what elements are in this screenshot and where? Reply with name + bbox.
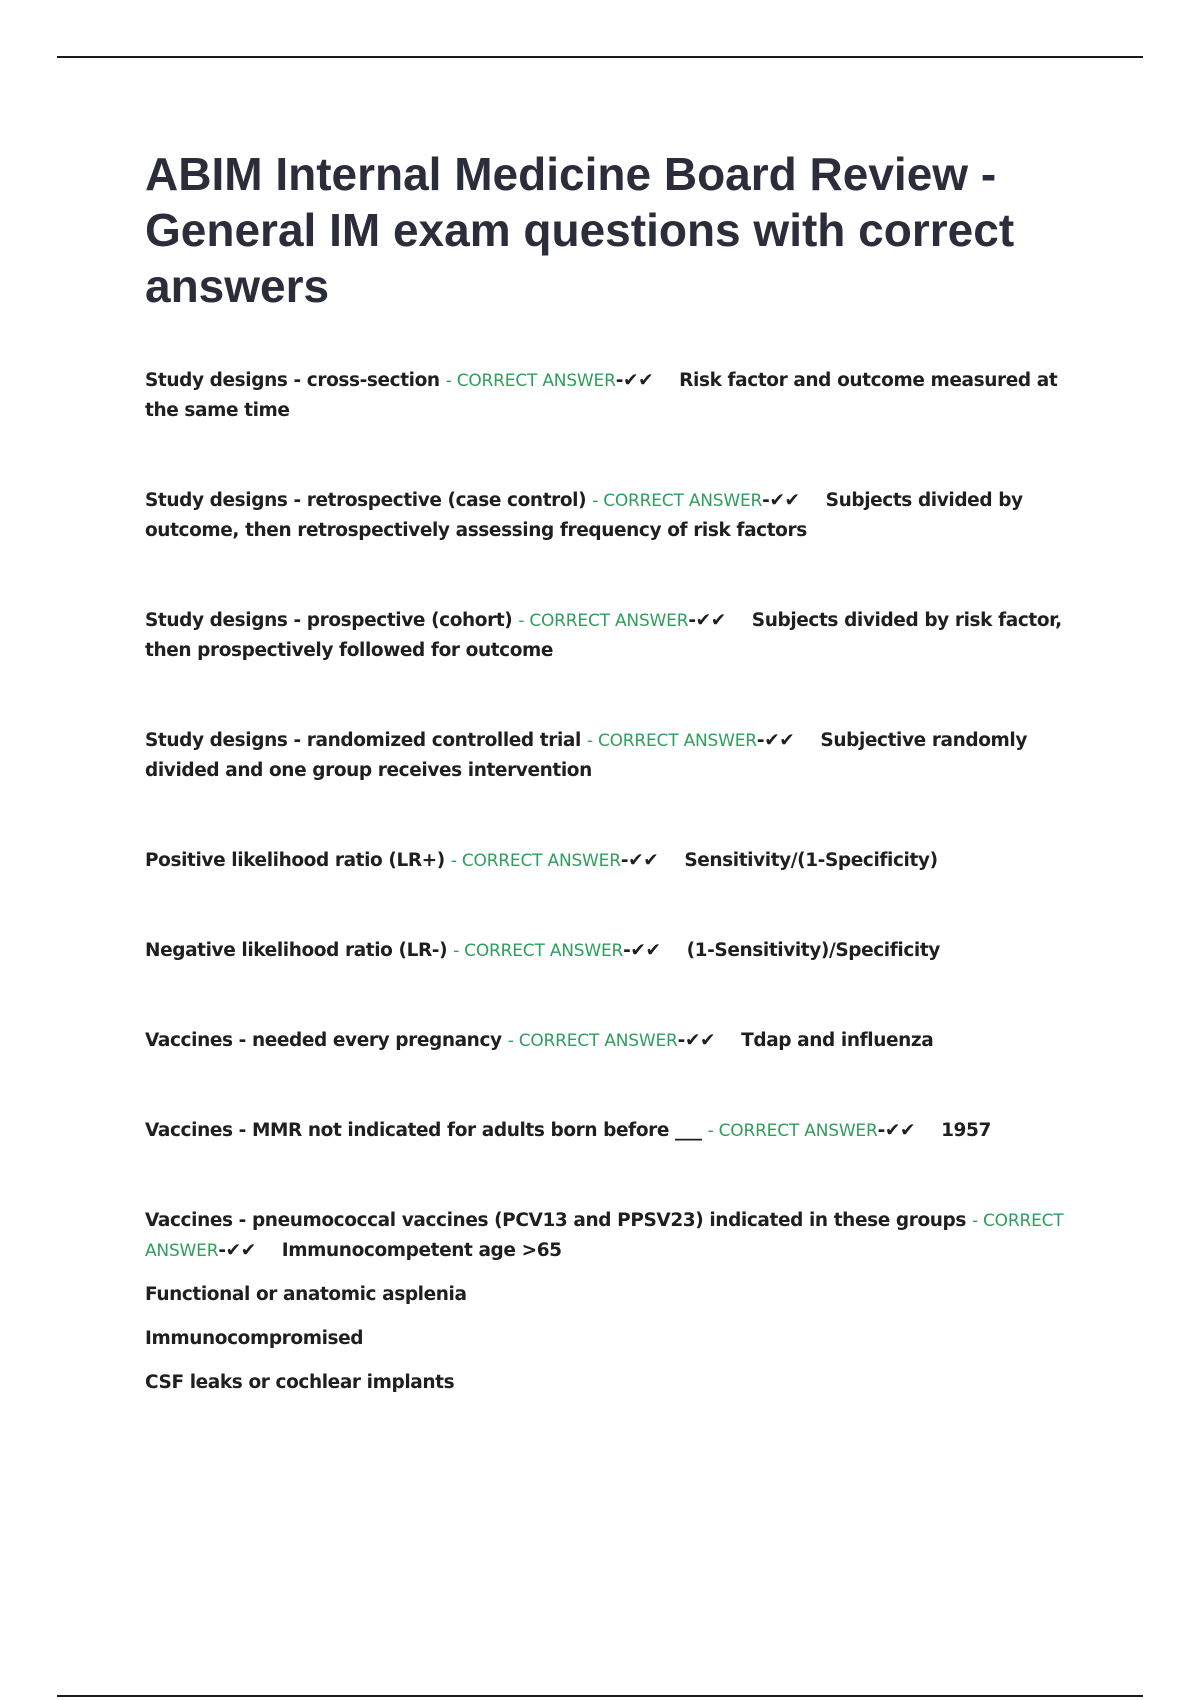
- qa-item: [145, 1206, 1095, 1266]
- dash: -: [762, 490, 770, 511]
- question-text: Vaccines - needed every pregnancy: [145, 1030, 502, 1051]
- question-text: Study designs - retrospective (case control): [145, 490, 587, 511]
- dash: -: [677, 1030, 685, 1051]
- bottom-rule: [57, 1695, 1143, 1697]
- qa-item: [145, 606, 1095, 666]
- answer-text: Risk factor and outcome measured at the same time: [145, 370, 1058, 421]
- question-text: Study designs - cross-section: [145, 370, 440, 391]
- qa-item: [145, 1026, 1095, 1056]
- answer-text: (1-Sensitivity)/Specificity: [686, 940, 940, 961]
- answer-continuation: Functional or anatomic asplenia: [145, 1284, 467, 1305]
- answer-text: Immunocompetent age >65: [281, 1240, 562, 1261]
- checkmarks-icon: ✔✔: [622, 370, 654, 391]
- checkmarks-icon: ✔✔: [684, 1030, 716, 1051]
- separator: -: [972, 1211, 983, 1231]
- question-text: Study designs - prospective (cohort): [145, 610, 513, 631]
- question-text: Vaccines - MMR not indicated for adults born before ___: [145, 1120, 702, 1141]
- answer-continuation: Immunocompromised: [145, 1328, 364, 1349]
- correct-answer-marker: CORRECT ANSWER: [603, 491, 763, 511]
- checkmarks-icon: ✔✔: [225, 1240, 256, 1261]
- qa-item: [145, 1116, 1095, 1146]
- answer-text: Subjects divided by outcome, then retrospectively assessing frequency of risk factors: [145, 490, 1023, 541]
- answer-text: Subjects divided by risk factor, then prospectively followed for outcome: [145, 610, 1062, 661]
- document-body: [145, 146, 1095, 1398]
- question-text: Vaccines - pneumococcal vaccines (PCV13 and PPSV23) indicated in these groups: [145, 1210, 966, 1231]
- qa-item: [145, 366, 1095, 426]
- correct-answer-marker: CORRECT ANSWER: [456, 371, 616, 391]
- top-rule: [57, 56, 1143, 58]
- qa-item: [145, 846, 1095, 876]
- qa-item: [145, 486, 1095, 546]
- document-title: ABIM Internal Medicine Board Review - General IM exam questions with correct answers: [145, 148, 1015, 312]
- checkmarks-icon: ✔✔: [884, 1120, 916, 1141]
- qa-item: [145, 726, 1095, 786]
- dash: -: [877, 1120, 885, 1141]
- dash: -: [620, 850, 629, 871]
- checkmarks-icon: ✔✔: [769, 490, 800, 511]
- correct-answer-marker: CORRECT ANSWER: [461, 851, 621, 871]
- correct-answer-marker: CORRECT ANSWER: [464, 941, 624, 961]
- correct-answer-marker: CORRECT ANSWER: [518, 1031, 678, 1051]
- answer-continuation: CSF leaks or cochlear implants: [145, 1372, 455, 1393]
- qa-item: [145, 936, 1095, 966]
- checkmarks-icon: ✔✔: [630, 940, 661, 961]
- correct-answer-marker: CORRECT ANSWER: [145, 1211, 1064, 1261]
- correct-answer-marker: CORRECT ANSWER: [529, 611, 689, 631]
- separator: -: [507, 1031, 519, 1051]
- question-text: Study designs - randomized controlled trial: [145, 730, 581, 751]
- dash: -: [218, 1240, 226, 1261]
- correct-answer-marker: CORRECT ANSWER: [597, 731, 757, 751]
- separator: -: [445, 371, 457, 391]
- separator: -: [586, 731, 598, 751]
- separator: -: [450, 851, 462, 871]
- separator: -: [592, 491, 604, 511]
- correct-answer-marker: CORRECT ANSWER: [718, 1121, 878, 1141]
- question-text: Positive likelihood ratio (LR+): [145, 850, 445, 871]
- dash: -: [615, 370, 623, 391]
- dash: -: [623, 940, 631, 961]
- dash: -: [688, 610, 696, 631]
- answer-text: Sensitivity/(1-Specificity): [684, 850, 938, 871]
- question-text: Negative likelihood ratio (LR-): [145, 940, 448, 961]
- checkmarks-icon: ✔✔: [628, 850, 659, 871]
- separator: -: [453, 941, 465, 961]
- separator: -: [707, 1121, 719, 1141]
- separator: -: [518, 611, 530, 631]
- dash: -: [756, 730, 765, 751]
- answer-text: 1957: [941, 1120, 991, 1141]
- answer-text: Tdap and influenza: [741, 1030, 934, 1051]
- answer-text: Subjective randomly divided and one group receives intervention: [145, 730, 1028, 781]
- checkmarks-icon: ✔✔: [764, 730, 795, 751]
- checkmarks-icon: ✔✔: [695, 610, 726, 631]
